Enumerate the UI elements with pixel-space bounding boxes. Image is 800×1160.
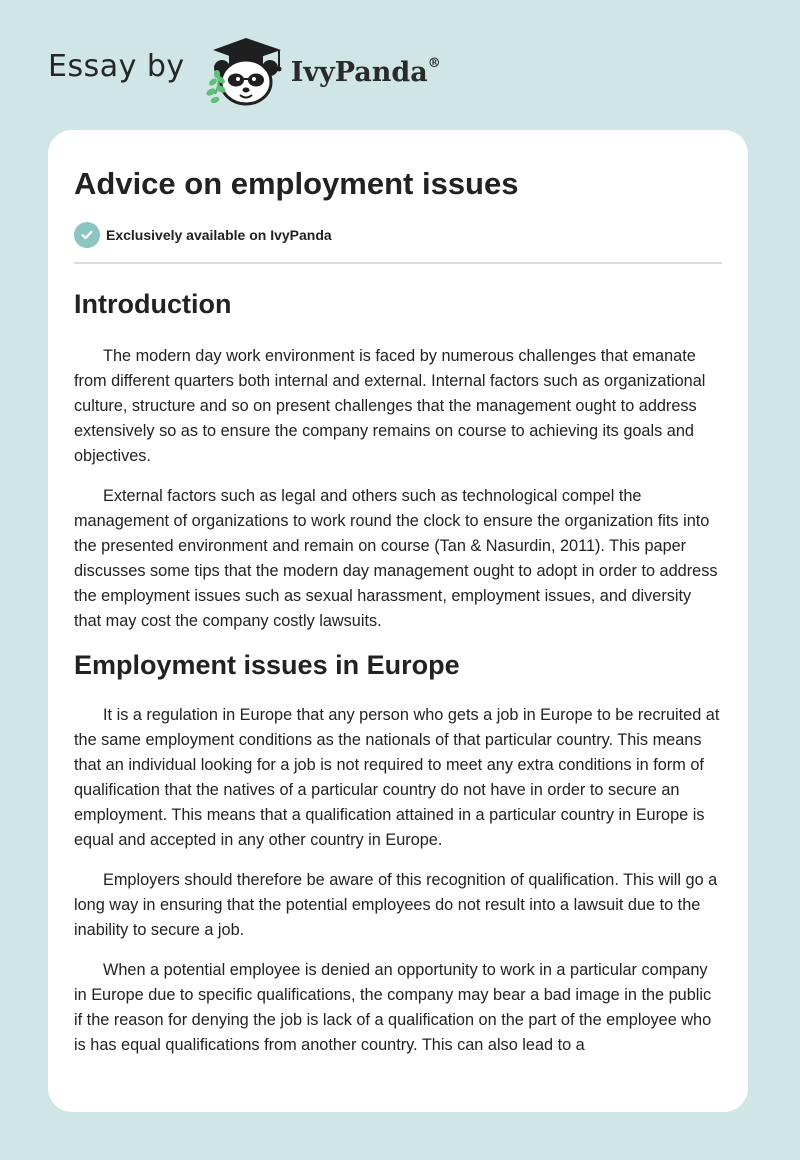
exclusive-badge-label: Exclusively available on IvyPanda [106, 227, 332, 243]
paragraph: Employers should therefore be aware of this recognition of qualification. This will go a long way in ensuring that the potential employees do not result into a lawsuit due to the inability to secure a job. [74, 871, 718, 939]
paragraph: External factors such as legal and others such as technological compel the management of organizations to work round the clock to ensure the organization fits into the presented environment and remain on course (Tan & Nasurdin, 2011). This paper discusses some tips that the modern day management ought to adopt in order to address the employment issues such as sexual harassment, employment issues, and diversity that may cost the company costly lawsuits. [74, 487, 718, 630]
logo-prefix: Essay by [48, 48, 185, 84]
check-circle-icon [74, 222, 100, 248]
essay-card [48, 130, 748, 1112]
logo-wordmark [291, 57, 441, 88]
panda-mascot-icon [199, 34, 293, 110]
section-heading-employment-issues-in-europe: Employment issues in Europe [74, 650, 460, 680]
paragraph: It is a regulation in Europe that any person who gets a job in Europe to be recruited at the same employment conditions as the nationals of that particular country. This means that an individual looking for a job is not required to meet any extra conditions in form of qualification that the natives of a particular country do not have in order to secure an employment. This means that a qualification attained in a particular country in Europe is equal and accepted in any other country in Europe. [74, 706, 720, 849]
site-logo[interactable] [48, 34, 441, 110]
paragraph: The modern day work environment is faced by numerous challenges that emanate from different quarters both internal and external. Internal factors such as organizational culture, structure and so on present challenges that the management ought to address extensively so as to ensure the company remains on course to achieving its goals and objectives. [74, 347, 706, 465]
logo-brand-text: IvyPanda [290, 56, 428, 88]
section-heading-introduction: Introduction [74, 289, 232, 319]
title-divider [74, 262, 722, 264]
exclusive-badge [74, 222, 722, 248]
registered-mark: ® [427, 55, 441, 71]
paragraph: When a potential employee is denied an opportunity to work in a particular company in Europe due to specific qualifications, the company may bear a bad image in the public if the reason for denying the job is lack of a qualification on the part of the employee who is has equal qualifications from another country. This can also lead to a [74, 961, 712, 1054]
page-title: Advice on employment issues [74, 166, 519, 201]
